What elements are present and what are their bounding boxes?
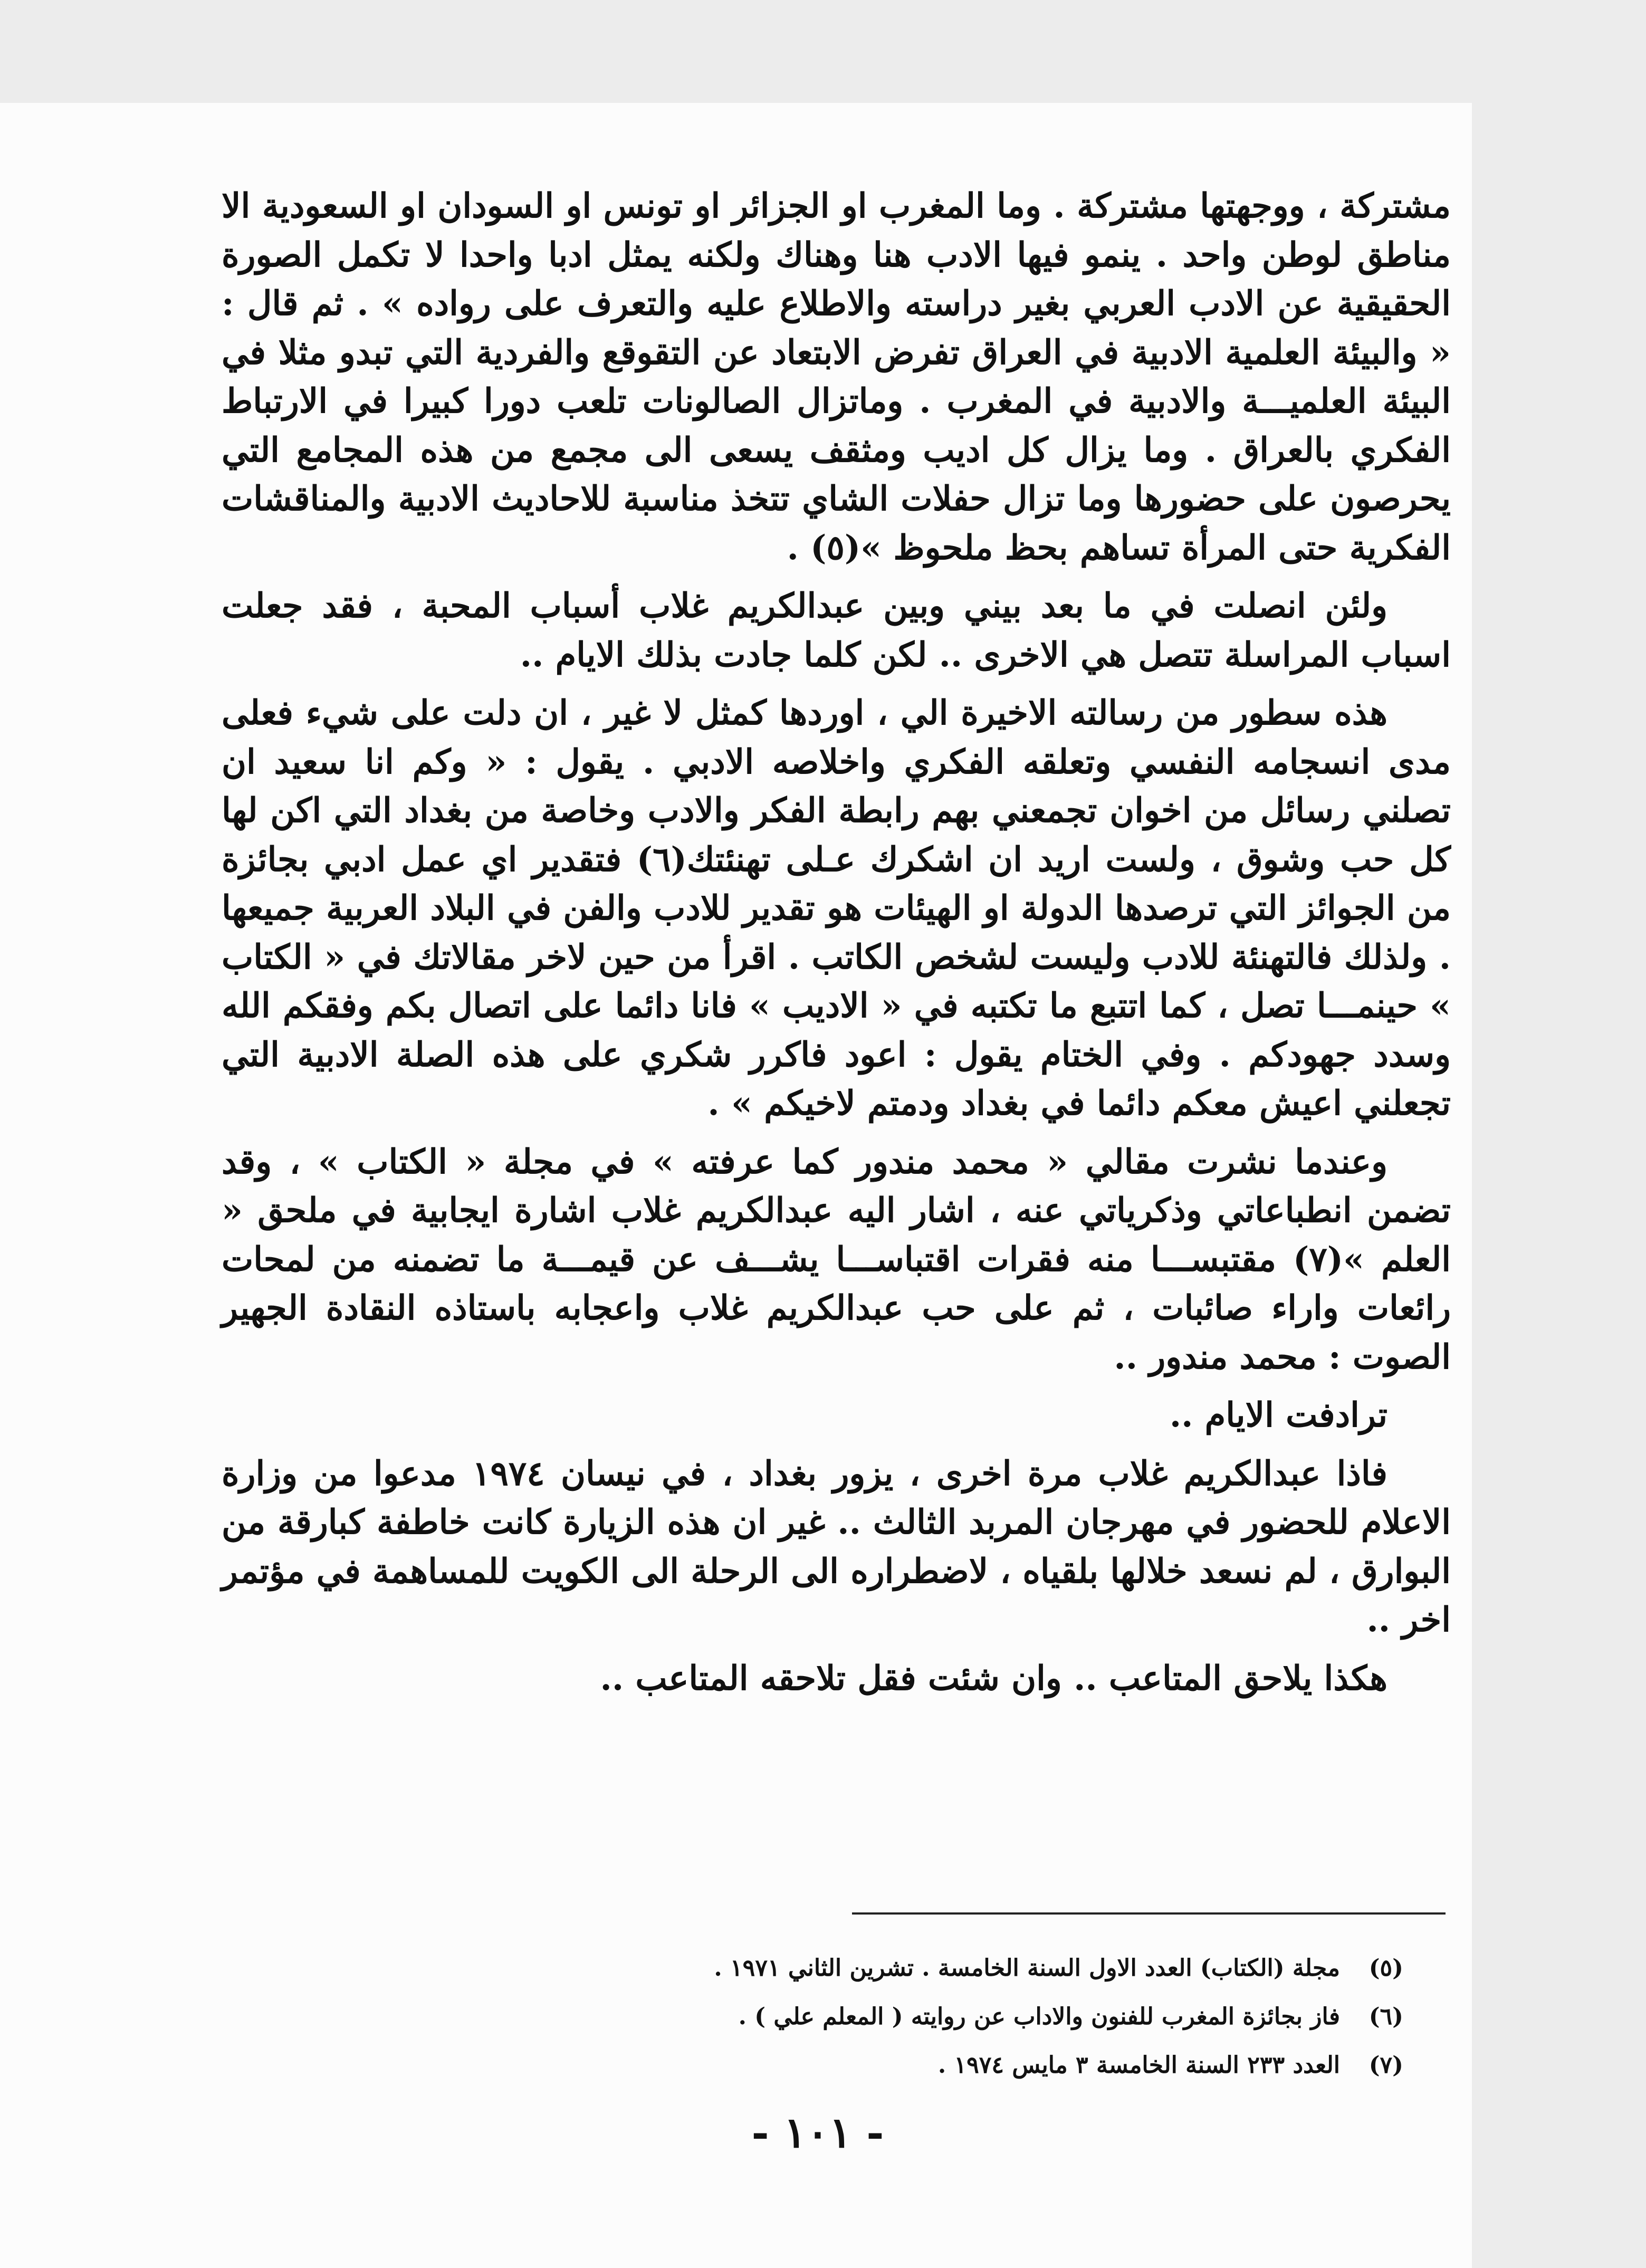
footnote-divider: [852, 1912, 1446, 1915]
paragraph: فاذا عبدالكريم غلاب مرة اخرى ، يزور بغداد ، في نيسان ١٩٧٤ مدعوا من وزارة الاعلام للحضور في مهرجان المربد الثالث .. غير ان هذه الزيارة كانت خاطفة كبارقة من البوارق ، لم نسعد خلالها بلقياه ، لاضطراره الى الرحلة الى الكويت للمساهمة في مؤتمر اخر ..: [222, 1453, 1451, 1640]
paragraph: مشتركة ، ووجهتها مشتركة . وما المغرب او الجزائر او تونس او السودان او السعودية الا مناطق لوطن واحد . ينمو فيها الادب هنا وهناك ولكنه يمثل ادبا واحدا لا تكمل الصورة الحقيقية عن الادب العربي بغير دراسته والاطلاع عليه والتعرف على رواده » . ثم قال : « والبيئة العلمية الادبية في العراق تفرض الابتعاد عن التقوقع والفردية التي تبدو مثلا في البيئة العلميـــة والادبية في المغرب . وماتزال الصالونات تلعب دورا كبيرا في الارتباط الفكري بالعراق . وما يزال كل اديب ومثقف يسعى الى مجمع من هذه المجامع التي يحرصون على حضورها وما تزال حفلات الشاي تتخذ مناسبة للاحاديث الادبية والمناقشات الفكرية حتى المرأة تساهم بحظ ملحوظ »(٥) .: [222, 186, 1451, 568]
paragraph: ترادفت الايام ..: [1169, 1395, 1387, 1435]
footnote-text: مجلة (الكتاب) العدد الاول السنة الخامسة . تشرين الثاني ١٩٧١ .: [714, 1955, 1340, 1982]
footnote: [295, 1944, 1403, 1993]
footnotes: [295, 1944, 1403, 2090]
footnote-text: فاز بجائزة المغرب للفنون والاداب عن روايته ( المعلم علي ) .: [738, 2003, 1340, 2030]
body-text: [222, 182, 1451, 1703]
paragraph: ولئن انصلت في ما بعد بيني وبين عبدالكريم غلاب أسباب المحبة ، فقد جعلت اسباب المراسلة تتصل هي الاخرى .. لكن كلما جادت بذلك الايام ..: [222, 586, 1451, 675]
footnote-text: العدد ٢٣٣ السنة الخامسة ٣ مايس ١٩٧٤ .: [937, 2052, 1340, 2079]
footnote: [295, 2041, 1403, 2090]
book-page: [0, 103, 1472, 2268]
paragraph: هذه سطور من رسالته الاخيرة الي ، اوردها كمثل لا غير ، ان دلت على شيء فعلى مدى انسجامه النفسي وتعلقه الفكري واخلاصه الادبي . يقول : « وكم انا سعيد ان تصلني رسائل من اخوان تجمعني بهم رابطة الفكر والادب وخاصة من بغداد التي اكن لها كل حب وشوق ، ولست اريد ان اشكرك عـلى تهنئتك(٦) فتقدير اي عمل ادبي بجائزة من الجوائز التي ترصدها الدولة او الهيئات هو تقدير للادب والفن في البلاد العربية جميعها . ولذلك فالتهنئة للادب وليست لشخص الكاتب . اقرأ من حين لاخر مقالاتك في « الكتاب » حينمـــا تصل ، كما اتتبع ما تكتبه في « الاديب » فانا دائما على اتصال بكم وفقكم الله وسدد جهودكم . وفي الختام يقول : اعود فاكرر شكري على هذه الصلة الادبية التي تجعلني اعيش معكم دائما في بغداد ودمتم لاخيكم » .: [222, 693, 1451, 1123]
paragraph: وعندما نشرت مقالي « محمد مندور كما عرفته » في مجلة « الكتاب » ، وقد تضمن انطباعاتي وذكرياتي عنه ، اشار اليه عبدالكريم غلاب اشارة ايجابية في ملحق « العلم »(٧) مقتبســـا منه فقرات اقتباســـا يشـــف عن قيمـــة ما تضمنه من لمحات رائعات واراء صائبات ، ثم على حب عبدالكريم غلاب واعجابه باستاذه النقادة الجهير الصوت : محمد مندور ..: [222, 1142, 1451, 1377]
footnote-number: (٦): [1369, 2003, 1403, 2030]
page-number: - ١٠١ -: [751, 2108, 884, 2157]
footnote: [295, 1993, 1403, 2041]
paragraph: هكذا يلاحق المتاعب .. وان شئت فقل تلاحقه المتاعب ..: [600, 1658, 1387, 1698]
footnote-number: (٥): [1369, 1955, 1403, 1982]
footnote-number: (٧): [1369, 2052, 1403, 2079]
